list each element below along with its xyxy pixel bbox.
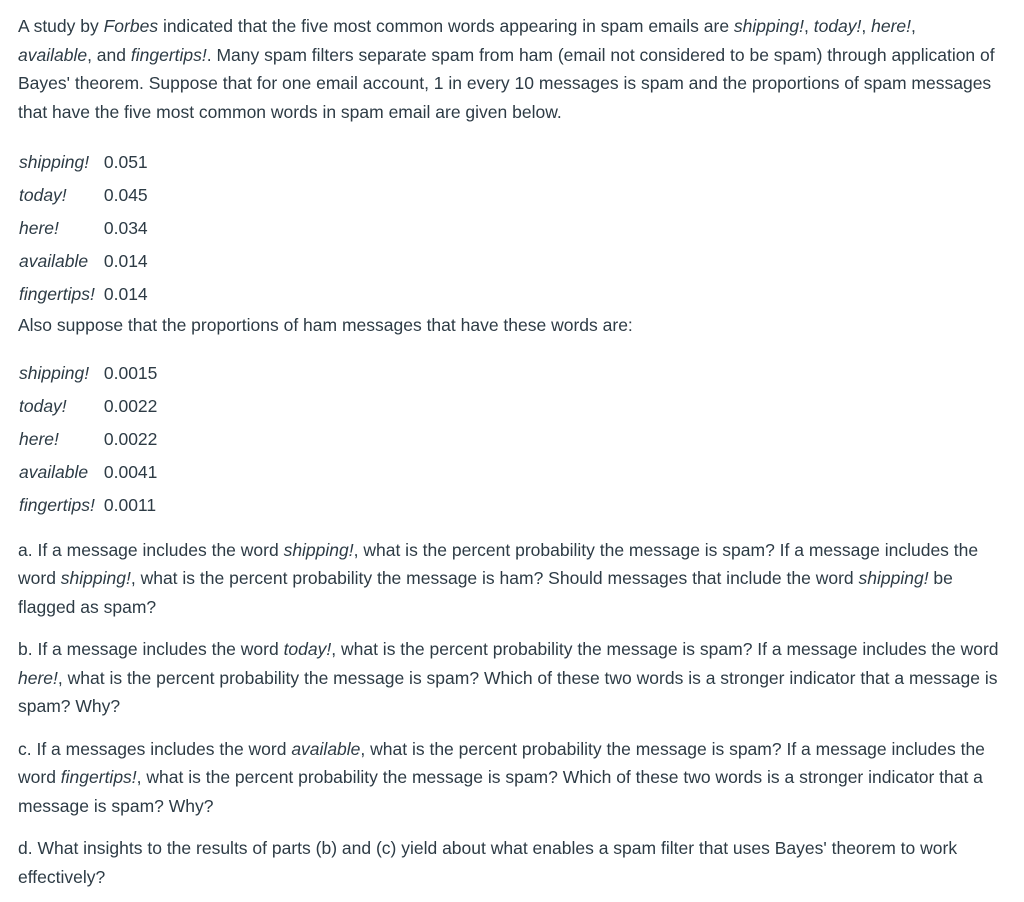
word-cell: today! bbox=[19, 395, 67, 416]
table-row bbox=[19, 456, 165, 489]
value-cell: 0.014 bbox=[103, 284, 148, 305]
value-cell: 0.014 bbox=[103, 251, 148, 272]
word-cell: fingertips! bbox=[19, 284, 95, 305]
value-cell: 0.0022 bbox=[103, 395, 158, 416]
word-cell: available bbox=[19, 251, 89, 272]
word-cell: here! bbox=[19, 428, 59, 449]
value-cell: 0.045 bbox=[103, 185, 148, 206]
value-cell: 0.034 bbox=[103, 218, 148, 239]
word-cell: here! bbox=[19, 218, 59, 239]
value-cell: 0.0015 bbox=[103, 362, 158, 383]
value-cell: 0.051 bbox=[103, 152, 148, 173]
table-row bbox=[19, 390, 165, 423]
table-row bbox=[19, 179, 156, 212]
word-cell: available bbox=[19, 461, 89, 482]
question-part-d: d. What insights to the results of parts (b) and (c) yield about what enables a spam filter that uses Bayes' theorem to work effectively? bbox=[18, 838, 958, 887]
word-cell: shipping! bbox=[19, 362, 90, 383]
value-cell: 0.0041 bbox=[103, 461, 158, 482]
spam-proportions-table bbox=[19, 146, 156, 311]
ham-proportions-table bbox=[19, 357, 165, 522]
question-part-c: c. If a messages includes the word available, what is the percent probability the message is spam? If a message includes the word fingertips!, what is the percent probability the message is spam? Which of these two words is a stronger indicator that a message is spam? Why? bbox=[18, 738, 985, 816]
table-row bbox=[19, 423, 165, 456]
question-part-a: a. If a message includes the word shipping!, what is the percent probability the message is spam? If a message includes the word shipping!, what is the percent probability the message is ham? Should messages that include the word shipping! be flagged as spam? bbox=[18, 539, 979, 617]
question-part-b: b. If a message includes the word today!, what is the percent probability the message is spam? If a message includes the word here!, what is the percent probability the message is spam? Which of these two words is a stronger indicator that a message is spam? Why? bbox=[18, 639, 999, 716]
ham-intro-paragraph: Also suppose that the proportions of ham messages that have these words are: bbox=[18, 315, 633, 335]
table-row bbox=[19, 278, 156, 311]
table-row bbox=[19, 212, 156, 245]
intro-paragraph: A study by Forbes indicated that the five most common words appearing in spam emails are shipping!, today!, here!, available, and fingertips!. Many spam filters separate spam from ham (email not considered to be spam) through application of Bayes' theorem. Suppose that for one email account, 1 in every 10 messages is spam and the proportions of spam messages that have the five most common words in spam email are given below. bbox=[18, 16, 995, 122]
table-row bbox=[19, 245, 156, 278]
table-row bbox=[19, 489, 165, 522]
word-cell: fingertips! bbox=[19, 494, 95, 515]
word-cell: shipping! bbox=[19, 152, 90, 173]
value-cell: 0.0022 bbox=[103, 428, 158, 449]
word-cell: today! bbox=[19, 185, 67, 206]
source-name: Forbes bbox=[103, 16, 159, 36]
table-row bbox=[19, 357, 165, 390]
table-row bbox=[19, 146, 156, 179]
value-cell: 0.0011 bbox=[103, 494, 157, 515]
